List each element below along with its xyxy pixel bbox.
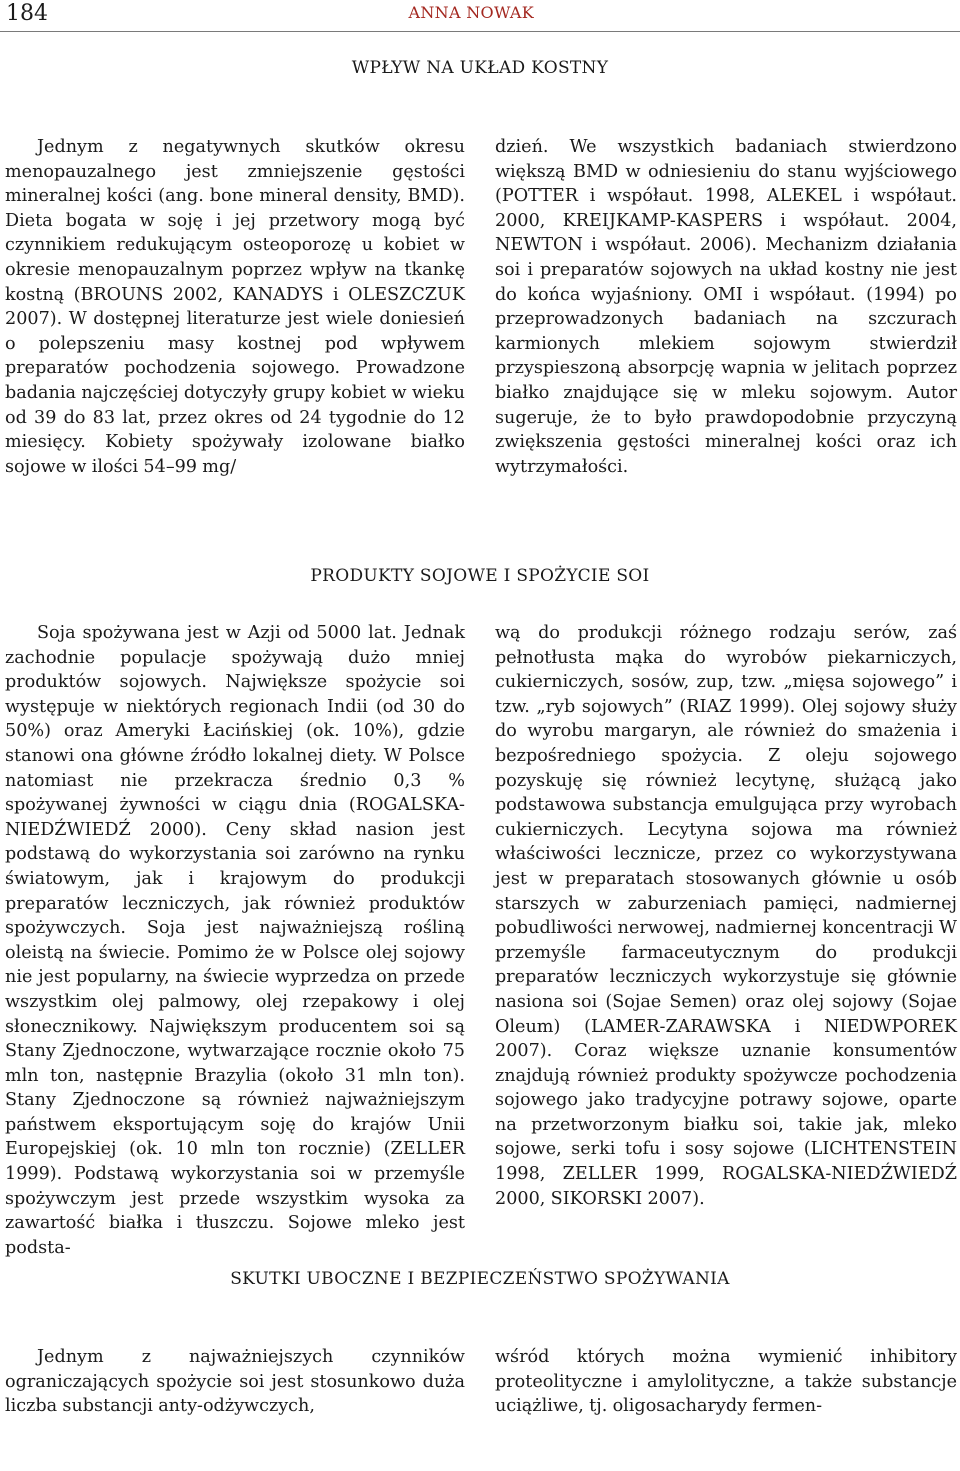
- section-bone-left-column: [5, 135, 465, 479]
- section-safety-left-column: [5, 1345, 465, 1419]
- section-products-right-column: [495, 621, 957, 1211]
- header-rule: [0, 31, 960, 32]
- page-number: 184: [6, 1, 48, 26]
- section-heading-side-effects: SKUTKI UBOCZNE I BEZPIECZEŃSTWO SPOŻYWANIA: [230, 1269, 730, 1289]
- section-bone-left-text: Jednym z negatywnych skutków okresu menopauzalnego jest zmniejszenie gęstości mineralnej kości (ang. bone mineral density, BMD). Dieta bogata w soję i jej przetwory mogą być czynnikiem redukującym osteoporozę u kobiet w okresie menopauzalnym poprzez wpływ na tkankę kostną (BROUNS 2002, KANADYS i OLESZCZUK 2007). W dostępnej literaturze jest wiele doniesień o polepszeniu masy kostnej pod wpływem preparatów pochodzenia sojowego. Prowadzone badania najczęściej dotyczyły grupy kobiet w wieku od 39 do 83 lat, przez okres od 24 tygodnie do 12 miesięcy. Kobiety spożywały izolowane białko sojowe w ilości 54–99 mg/: [5, 137, 465, 477]
- section-safety-right-column: [495, 1345, 957, 1419]
- section-heading-bone: WPŁYW NA UKŁAD KOSTNY: [351, 58, 609, 78]
- section-bone-right-column: [495, 135, 957, 479]
- section-bone-right-text: dzień. We wszystkich badaniach stwierdzono większą BMD w odniesieniu do stanu wyjściowego (POTTER i współaut. 1998, ALEKEL i współaut. 2000, KREIJKAMP-KASPERS i współaut. 2004, NEWTON i współaut. 2006). Mechanizm działania soi i preparatów sojowych na układ kostny nie jest do końca wyjaśniony. OMI i współaut. (1994) po przeprowadzonych badaniach na szczurach karmionych mlekiem sojowym stwierdził przyspieszoną absorpcję wapnia w jelitach poprzez białko znajdujące się w mleku sojowym. Autor sugeruje, że to było prawdopodobnie przyczyną zwiększenia gęstości mineralnej kości oraz ich wytrzymałości.: [495, 137, 957, 477]
- section-products-left-text: Soja spożywana jest w Azji od 5000 lat. Jednak zachodnie populacje spożywają dużo mniej produktów sojowych. Największe spożycie soi występuje w niektórych regionach Indii (od 30 do 50%) oraz Ameryki Łacińskiej (ok. 10%), gdzie stanowi ona główne źródło lokalnej diety. W Polsce natomiast nie przekracza średnio 0,3 % spożywanej żywności w ciągu dnia (ROGALSKA-NIEDŹWIEDŹ 2000). Ceny skład nasion jest podstawą do wykorzystania soi zarówno na rynku światowym, jak i krajowym do produkcji preparatów leczniczych, jak również produktów spożywczych. Soja jest najważniejszą rośliną oleistą na świecie. Pomimo że w Polsce olej sojowy nie jest popularny, na świecie wyprzedza on przede wszystkim olej palmowy, olej rzepakowy i olej słonecznikowy. Największym producentem soi są Stany Zjednoczone, wytwarzające rocznie około 75 mln ton, następnie Brazylia (około 31 mln ton). Stany Zjednoczone są również najważniejszym państwem eksportującym soję do krajów Unii Europejskiej (ok. 10 mln ton rocznie) (ZELLER 1999). Podstawą wykorzystania soi w przemyśle spożywczym jest przede wszystkim wysoka za zawartość białka i tłuszczu. Sojowe mleko jest podsta-: [5, 623, 465, 1258]
- section-safety-right-text: wśród których można wymienić inhibitory proteolityczne i amylolityczne, a także substancje uciążliwe, tj. oligosacharydy fermen-: [495, 1347, 957, 1417]
- section-heading-soy-products: PRODUKTY SOJOWE I SPOŻYCIE SOI: [310, 566, 650, 586]
- page-header: [0, 0, 960, 34]
- running-head-author: ANNA NOWAK: [408, 3, 534, 22]
- section-products-right-text: wą do produkcji różnego rodzaju serów, zaś pełnotłusta mąka do wyrobów piekarniczych, cukierniczych, sosów, zup, tzw. „mięsa sojowego” i tzw. „ryb sojowych” (RIAZ 1999). Olej sojowy służy do wyrobu margaryn, ale również do smażenia i bezpośredniego spożycia. Z oleju sojowego pozyskuję się również lecytynę, służącą jako podstawowa substancja emulgująca przy wyrobach cukierniczych. Lecytyna sojowa ma również właściwości lecznicze, przez co wykorzystywana jest w preparatach stosowanych głównie u osób starszych w zaburzeniach pamięci, nadmiernej pobudliwości nerwowej, nadmiernej koncentracji W przemyśle farmaceutycznym do produkcji preparatów leczniczych wykorzystuje się głównie nasiona soi (Sojae Semen) oraz olej sojowy (Sojae Oleum) (LAMER-ZARAWSKA i NIEDWPOREK 2007). Coraz większe uznanie konsumentów znajdują również produkty spożywcze pochodzenia sojowego jako tradycyjne potrawy sojowe, oparte na przetworzonym białku soi, takie jak, mleko sojowe, serki tofu i sosy sojowe (LICHTENSTEIN 1998, ZELLER 1999, ROGALSKA-NIEDŹWIEDŹ 2000, SIKORSKI 2007).: [495, 623, 957, 1209]
- section-products-left-column: [5, 621, 465, 1260]
- section-safety-left-text: Jednym z najważniejszych czynników ograniczających spożycie soi jest stosunkowo duża liczba substancji anty-odżywczych,: [5, 1347, 465, 1417]
